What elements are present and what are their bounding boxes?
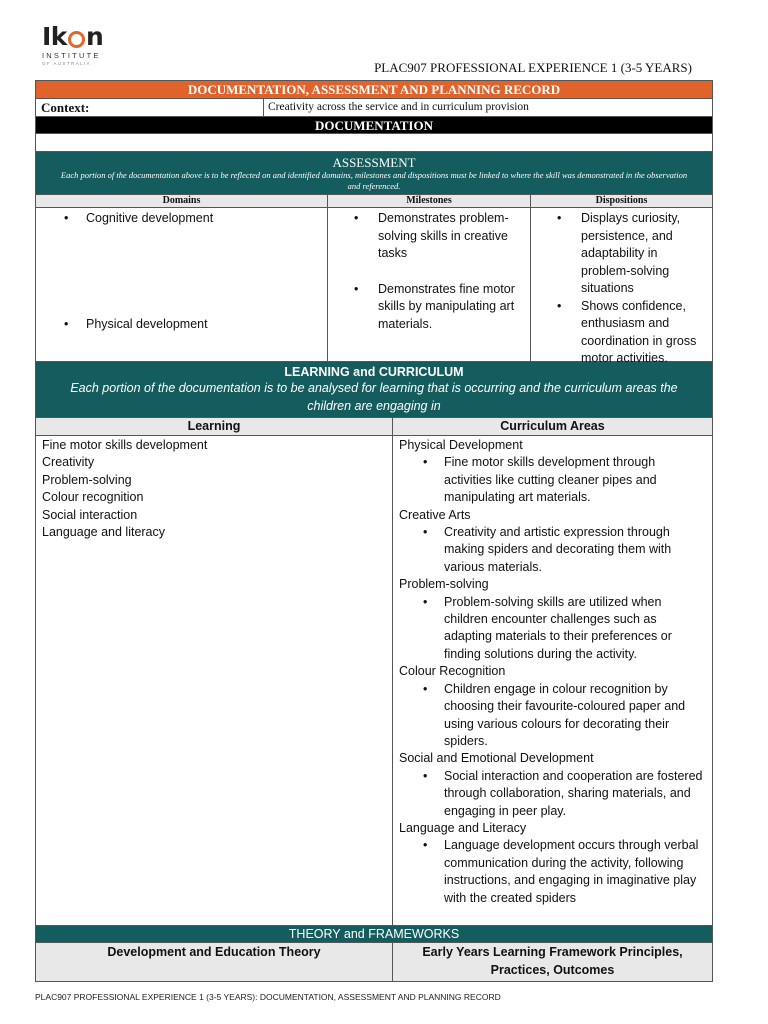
logo-wordmark [42,24,122,50]
domains-cell [36,208,328,361]
curriculum-area-detail: • Language development occurs through verbal communication during the activity, following instructions, and engaging in imaginative play with the created spiders [399,837,706,907]
context-value: Creativity across the service and in curriculum provision [268,101,529,113]
milestone-item: • Demonstrates fine motor skills by manipulating art materials. [336,281,526,334]
learning-note: Each portion of the documentation is to be analysed for learning that is occurring and the curriculum areas the children are engaging in [70,381,678,413]
domains-header: Domains [36,195,328,207]
record-title-banner [36,81,712,99]
logo-word-end: n [85,22,104,51]
framework-column-heading: Early Years Learning Framework Principles, Practices, Outcomes [422,945,683,977]
context-label: Context: [36,99,264,116]
curriculum-area-heading: Colour Recognition [399,664,506,679]
curriculum-area-detail: • Children engage in colour recognition by choosing their favourite-coloured paper and using various colours for decorating their spiders. [399,681,706,751]
curriculum-area-detail: • Problem-solving skills are utilized when children encounter challenges such as adapting materials to their preferences or finding solutions during the activity. [399,594,706,664]
learning-item: Fine motor skills development [42,438,208,452]
curriculum-area-detail: • Fine motor skills development through activities like cutting cleaner pipes and manipulating art materials. [399,454,706,506]
theory-title: THEORY and FRAMEWORKS [288,927,460,941]
logo-subtitle-small: OF AUSTRALIA [42,61,92,66]
logo-subtitle: INSTITUTE [42,51,101,60]
learning-item: Creativity [42,455,95,470]
theory-column-heading: Development and Education Theory [36,943,393,981]
domain-item: • Physical development [44,316,323,334]
curriculum-cell [393,436,712,925]
curriculum-area-heading: Physical Development [399,438,523,452]
documentation-banner [36,117,712,134]
page-header-title: PLAC907 PROFESSIONAL EXPERIENCE 1 (3-5 YEARS) [374,60,692,75]
assessment-body-row [36,208,712,365]
milestones-cell [328,208,531,361]
assessment-header-row [36,195,712,208]
milestones-header: Milestones [328,195,531,207]
context-row [36,99,712,117]
learning-header: Learning [36,418,393,435]
documentation-title: DOCUMENTATION [315,118,433,133]
logo-word-start: Ik [42,22,67,51]
curriculum-area-detail: • Social interaction and cooperation are fostered through collaboration, sharing materials, and engaging in peer play. [399,768,706,820]
milestone-item: • Demonstrates problem-solving skills in creative tasks [336,210,526,263]
record-table [35,80,713,982]
curriculum-area-detail: • Creativity and artistic expression through making spiders and decorating them with various materials. [399,524,706,576]
learning-cell [36,436,393,925]
dispositions-cell [531,208,712,365]
curriculum-header: Curriculum Areas [500,419,605,433]
assessment-banner [36,152,712,195]
learning-item: Language and literacy [42,525,166,540]
learning-title: LEARNING and CURRICULUM [284,365,464,379]
curriculum-area-heading: Problem-solving [399,577,489,592]
record-title: DOCUMENTATION, ASSESSMENT AND PLANNING RECORD [187,82,561,97]
learning-item: Social interaction [42,507,138,522]
learning-item: Colour recognition [42,490,144,505]
page-footer: PLAC907 PROFESSIONAL EXPERIENCE 1 (3-5 YEARS): DOCUMENTATION, ASSESSMENT AND PLANNING RECORD [35,992,501,1002]
ikon-logo [42,24,122,68]
logo-ring-icon [68,31,85,48]
assessment-title: ASSESSMENT [332,155,416,170]
assessment-note: Each portion of the documentation above is to be reflected on and identified domains, milestones and dispositions must be linked to where the skill was demonstrated in the observation and referenced. [60,170,688,191]
disposition-item: • Shows confidence, enthusiasm and coordination in gross motor activities. [539,298,708,368]
disposition-item: • Displays curiosity, persistence, and adaptability in problem-solving situations [539,210,708,298]
theory-banner [36,926,712,943]
dispositions-header: Dispositions [595,195,648,206]
learning-item: Problem-solving [42,472,132,487]
learning-banner [36,362,712,418]
learning-body-row [36,436,712,926]
theory-header-row [36,943,712,981]
domain-item: • Cognitive development [44,210,323,228]
documentation-content [36,134,712,152]
curriculum-area-heading: Language and Literacy [399,820,527,835]
curriculum-area-heading: Creative Arts [399,507,471,522]
learning-header-row [36,418,712,436]
curriculum-area-heading: Social and Emotional Development [399,751,594,766]
